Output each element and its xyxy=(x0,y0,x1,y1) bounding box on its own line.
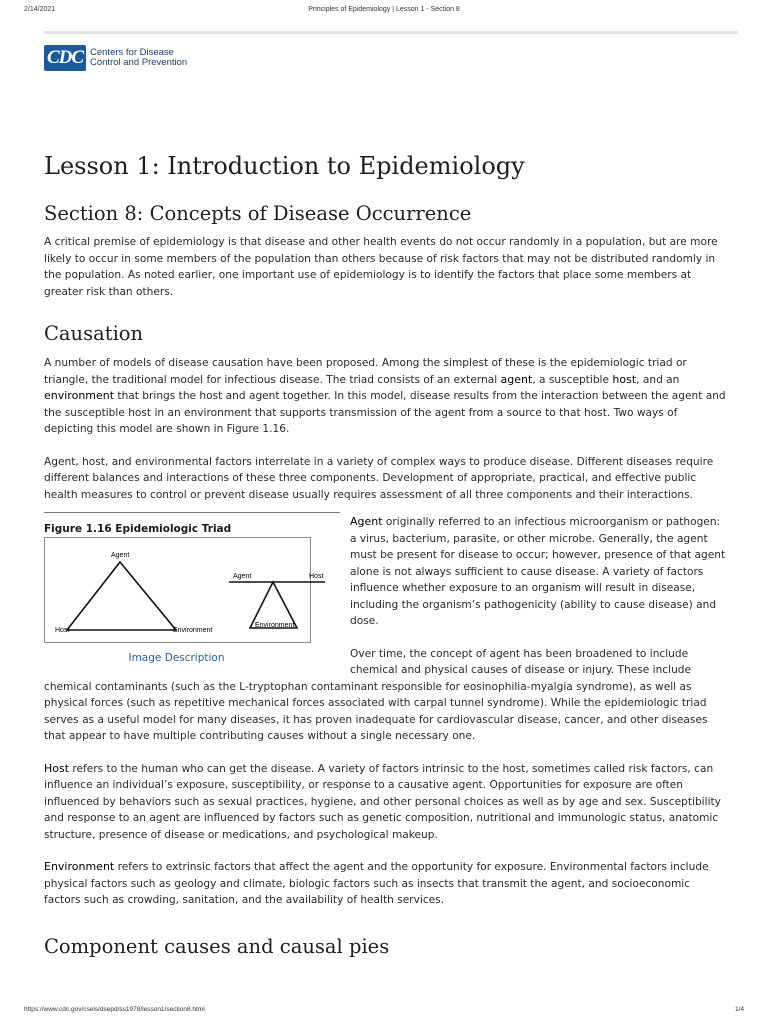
term-agent: agent xyxy=(500,372,533,386)
agent-paragraph-2: Over time, the concept of agent has been broadened to include chemical and physical causes of disease or injury. These include chemical contaminants (such as the L-tryptophan contaminant responsible for eosinophilia-myalgia syndrome), as well as physical forces (such as repetitive mechanical forces associated with carpal tunnel syndrome). While the epidemiologic triad serves as a useful model for many diseases, it has proven inadequate for cardiovascular disease, cancer, and other diseases that appear to have multiple contributing causes without a single necessary one. xyxy=(44,647,708,742)
triangle-environment-label: Environment xyxy=(173,627,213,634)
environment-paragraph xyxy=(44,859,727,909)
cdc-logo-line2: Control and Prevention xyxy=(90,57,188,68)
lesson-title: Lesson 1: Introduction to Epidemiology xyxy=(44,152,525,180)
print-url[interactable]: https://www.cdc.gov/csels/dsepd/ss1978/lesson1/section8.html xyxy=(24,1006,205,1013)
cdc-logo-line1: Centers for Disease xyxy=(90,47,174,58)
text-run: that brings the host and agent together. In this model, disease results from the interaction between the agent and the susceptible host in an environment that supports transmission of the agent from a source to that host. Two ways of depicting this model are shown in Figure 1.16. xyxy=(44,390,726,435)
term-agent-heading: Agent xyxy=(350,515,383,528)
print-header xyxy=(24,6,744,18)
component-causes-heading: Component causes and causal pies xyxy=(44,934,390,958)
triangle-host-label: Host xyxy=(55,627,70,634)
intro-paragraph: A critical premise of epidemiology is that disease and other health events do not occur randomly in a population, but are more likely to occur in some members of the population than others because of risk factors that may not be distributed randomly in the population. As noted earlier, one important use of epidemiology is to identify the factors that place some members at greater risk than others. xyxy=(44,236,718,298)
term-environment: environment xyxy=(44,389,115,402)
causation-paragraph-1 xyxy=(44,355,727,438)
triad-diagram xyxy=(45,538,324,642)
balance-host-label: Host xyxy=(309,573,324,580)
print-footer xyxy=(24,1006,744,1018)
balance-environment-label: Environment xyxy=(255,622,295,629)
section-title: Section 8: Concepts of Disease Occurrence xyxy=(44,202,472,225)
causation-paragraph-2: Agent, host, and environmental factors interrelate in a variety of complex ways to produce disease. Different diseases require different balances and interactions of these three components. Development of appropriate, practical, and effective public health measures to control or prevent disease usually requires assessment of all three components and their interactions. xyxy=(44,455,714,501)
text-run: A number of models of disease causation have been proposed. Among the simplest of these is the epidemiologic triad or triangle, the traditional model for infectious disease. The triad consists of an external xyxy=(44,357,687,386)
figure-epidemiologic-triad xyxy=(44,512,340,664)
print-page-title: Principles of Epidemiology | Lesson 1 - Section 8 xyxy=(308,6,460,13)
causation-heading: Causation xyxy=(44,322,144,345)
triangle-agent-label: Agent xyxy=(111,552,130,559)
figure-image xyxy=(44,537,324,643)
balance-agent-label: Agent xyxy=(233,573,252,580)
text-run: refers to the human who can get the disease. A variety of factors intrinsic to the host, sometimes called risk factors, can influence an individual’s exposure, susceptibility, or response to a causative agent. Opportunities for exposure are often influenced by behaviors such as sexual practices, hygiene, and other personal choices as well as by age and sex. Susceptibility and response to an agent are influenced by factors such as genetic composition, nutritional and immunologic status, anatomic structure, presence of disease or medications, and psychological makeup. xyxy=(44,762,721,841)
term-environment-heading: Environment xyxy=(44,860,115,873)
text-run: , and an xyxy=(636,373,680,386)
text-run: refers to extrinsic factors that affect the agent and the opportunity for exposure. Environmental factors include physical factors such as geology and climate, biologic factors such as insects that transmit the agent, and socioeconomic factors such as crowding, sanitation, and the availability of health services. xyxy=(44,861,709,906)
cdc-logo-text xyxy=(90,48,187,68)
page-number: 1/4 xyxy=(734,1006,744,1013)
triad-triangle xyxy=(67,562,176,630)
print-date: 2/14/2021 xyxy=(24,6,56,13)
text-run: , a susceptible xyxy=(532,373,613,386)
figure-caption: Figure 1.16 Epidemiologic Triad xyxy=(44,523,232,535)
term-host: host xyxy=(612,372,637,386)
main-content xyxy=(44,148,727,961)
host-paragraph xyxy=(44,761,727,844)
cdc-logo[interactable] xyxy=(44,45,187,71)
image-description-link[interactable]: Image Description xyxy=(128,652,225,664)
top-divider xyxy=(44,31,738,34)
cdc-logo-mark: CDC xyxy=(44,45,86,71)
term-host-heading: Host xyxy=(44,761,70,775)
text-run: originally referred to an infectious microorganism or pathogen: a virus, bacterium, parasite, or other microbe. Generally, the agent must be present for disease to occur; however, presence of that agent alone is not always sufficient to cause disease. A variety of factors influence whether exposure to an organism will result in disease, including the organism’s pathogenicity (ability to cause disease) and dose. xyxy=(350,516,726,627)
